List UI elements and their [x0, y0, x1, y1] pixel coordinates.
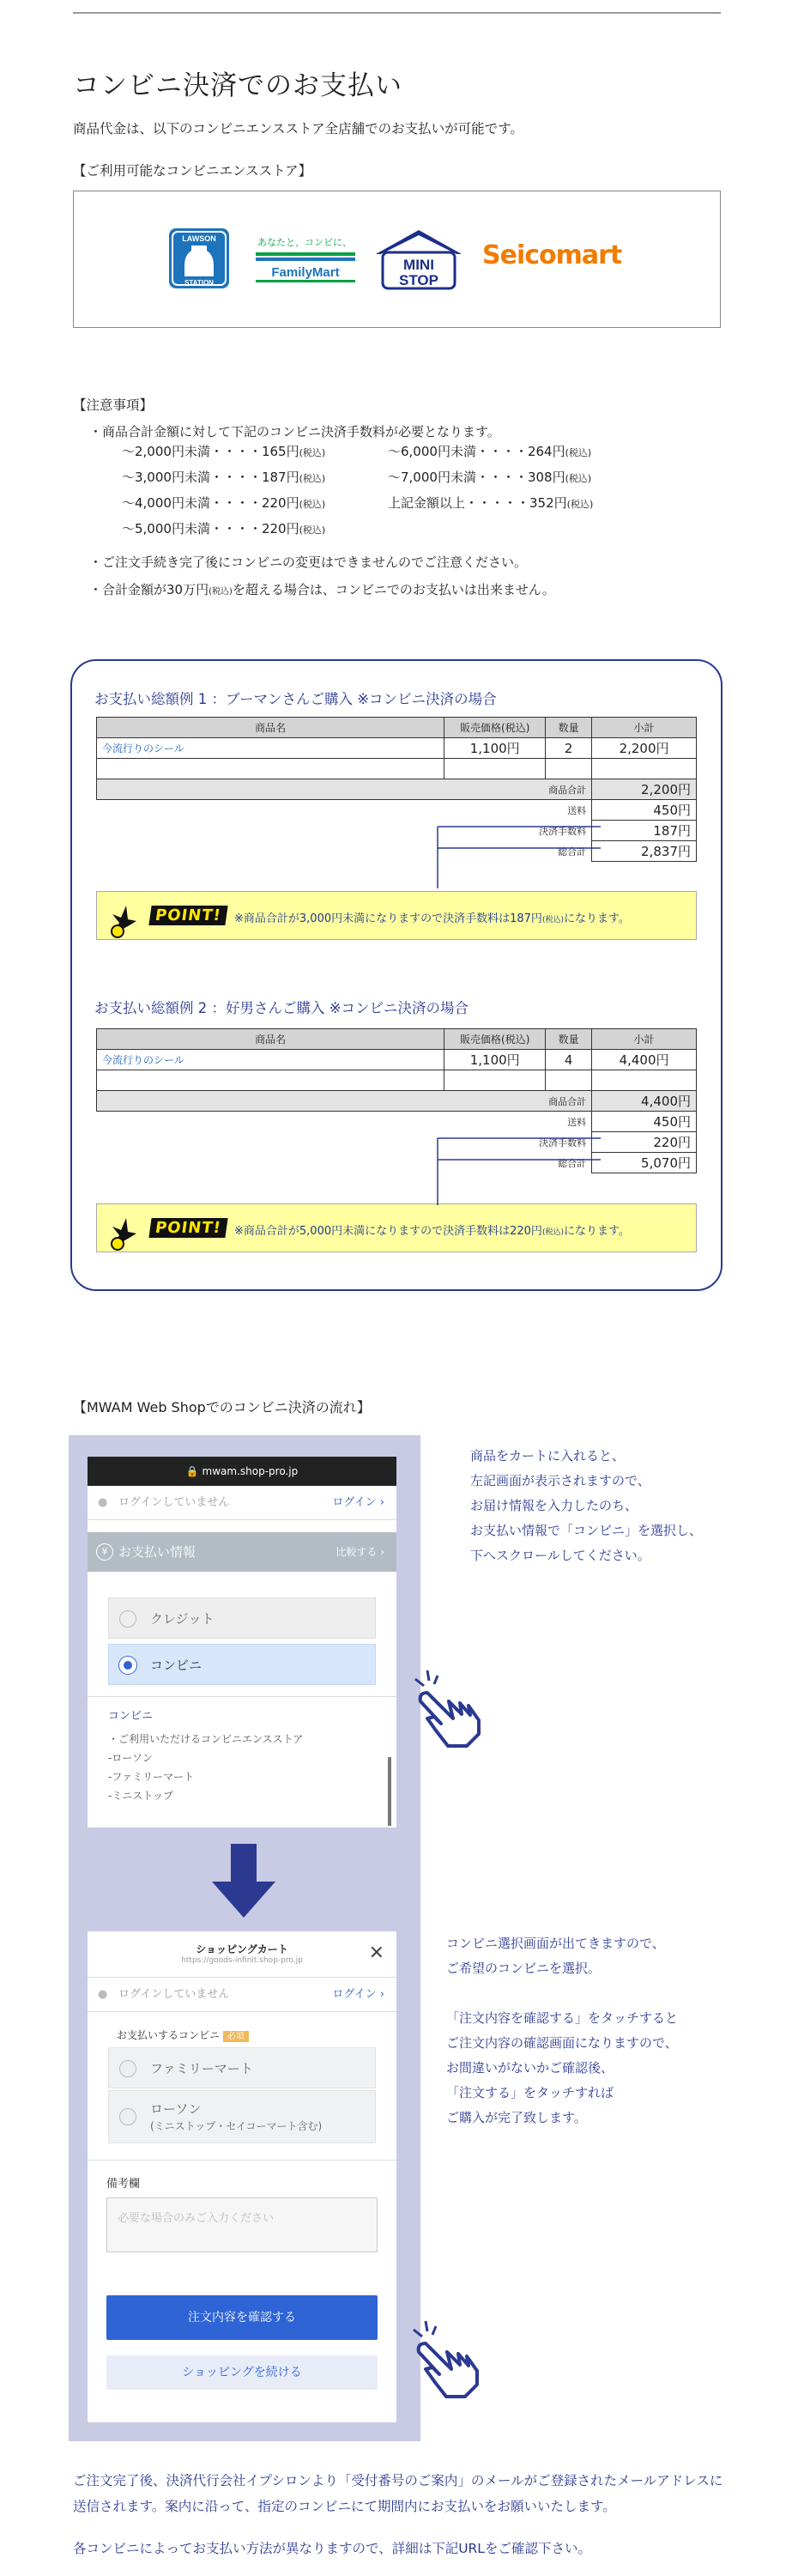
- notes-line-2: ・ご注文手続き完了後にコンビニの変更はできませんのでご注意ください。: [89, 555, 528, 570]
- scrollbar[interactable]: [388, 1757, 391, 1826]
- fee-row: ～4,000円未満・・・・220円(税込): [122, 495, 326, 511]
- cart-header: ショッピングカート https://goods-infinit.shop-pro.jp ×: [88, 1931, 396, 1978]
- fee-row: ～5,000円未満・・・・220円(税込): [122, 521, 326, 536]
- stores-heading: 【ご利用可能なコンビニエンスストア】: [73, 163, 312, 179]
- lawson-bottom: STATION: [184, 279, 214, 287]
- login-row: ● ログインしていません ログイン ›: [88, 1486, 396, 1520]
- example-1-table: 商品名 販売価格(税込) 数量 小計 今流行りのシール 1,100円 2 2,200円 商品合計 2,200円 送料 450円 決済手数料 187円 総合計 2,837円: [96, 717, 697, 862]
- user-icon: ●: [98, 1496, 108, 1509]
- example-1-title: お支払い総額例 1 ：ブーマンさんご購入 ※コンビニ決済の場合: [94, 691, 497, 707]
- footer-text-1: ご注文完了後、決済代行会社イプシロンより「受付番号のご案内」のメールがご登録されたメールアドレスに送信されます。案内に沿って、指定のコンビニにて期間内にお支払いをお願いいたします。: [73, 2473, 723, 2514]
- login-link[interactable]: ログイン ›: [332, 1988, 384, 2001]
- familymart-logo: [254, 233, 357, 285]
- fee-row: ～2,000円未満・・・・165円(税込): [122, 444, 326, 459]
- yen-icon: ¥: [96, 1543, 113, 1561]
- convenience-info: コンビニ ・ご利用いただけるコンビニエンスストア -ローソン -ファミリーマート -ミニストップ: [108, 1710, 304, 1802]
- top-divider: [73, 12, 721, 14]
- ms-bottom: STOP: [399, 272, 438, 288]
- tap-hand-icon: [410, 1667, 492, 1749]
- fee-bracket-lines: [429, 820, 609, 914]
- option-lawson[interactable]: ローソン (ミニストップ・セイコーマート含む): [108, 2090, 376, 2143]
- table-row: 今流行りのシール 1,100円 4 4,400円: [97, 1050, 697, 1070]
- select-label: お支払いするコンビニ 必須: [88, 2027, 396, 2042]
- memo-label: 備考欄: [106, 2178, 141, 2191]
- page-title: コンビニ決済でのお支払い: [73, 70, 402, 101]
- fm-name: FamilyMart: [271, 265, 340, 280]
- lawson-logo: [166, 225, 233, 292]
- point-text: ※商品合計が5,000円未満になりますので決済手数料は220円(税込)になります。: [234, 1225, 630, 1238]
- example-2-title: お支払い総額例 2 ：好男さんご購入 ※コンビニ決済の場合: [94, 1000, 469, 1016]
- fee-row: ～6,000円未満・・・・264円(税込): [388, 444, 592, 459]
- phone-screen-1: [88, 1457, 396, 1827]
- fee-bracket-lines: [429, 1131, 609, 1226]
- user-icon: ●: [98, 1988, 108, 2001]
- pointing-hand-icon: [102, 1209, 145, 1252]
- flow-heading: 【MWAM Web Shopでのコンビニ決済の流れ】: [73, 1399, 371, 1415]
- fee-list-left: [122, 439, 325, 542]
- arrow-down-icon: [210, 1844, 277, 1919]
- close-icon[interactable]: ×: [368, 1942, 384, 1963]
- lead-text: 商品代金は、以下のコンビニエンスストア全店舗でのお支払いが可能です。: [73, 121, 523, 136]
- fee-list-right: [388, 439, 593, 517]
- point-badge: POINT!: [148, 906, 227, 925]
- tap-hand-icon: [408, 2318, 490, 2399]
- phone-screen-2: [88, 1931, 396, 2422]
- notes-heading: 【注意事項】: [73, 397, 154, 413]
- flow-text-2: コンビニ選択画面が出てきますので、 ご希望のコンビニを選択。 「注文内容を確認する」をタッチすると ご注文内容の確認画面になりますので、 お間違いがないかご確認後、 「注文する」をタッチすれば ご購入が完了致します。: [446, 1936, 679, 2125]
- payment-section-header[interactable]: ¥ お支払い情報 比較する ›: [88, 1532, 396, 1572]
- ms-top: MINI: [403, 257, 434, 273]
- url-bar: 🔒 mwam.shop-pro.jp: [88, 1457, 396, 1486]
- continue-shopping-button[interactable]: ショッピングを続ける: [106, 2355, 378, 2390]
- fee-row: ～7,000円未満・・・・308円(税込): [388, 470, 592, 485]
- example-2-table: 商品名 販売価格(税込) 数量 小計 今流行りのシール 1,100円 4 4,400円 商品合計 4,400円 送料 450円 決済手数料 220円 総合計 5,070円: [96, 1028, 697, 1173]
- required-badge: 必須: [223, 2031, 249, 2042]
- point-badge: POINT!: [148, 1218, 227, 1238]
- flow-text-1: 商品をカートに入れると、 左記画面が表示されますので、 お届け情報を入力したのち、 お支払い情報で「コンビニ」を選択し、 下へスクロールしてください。: [470, 1448, 703, 1563]
- point-text: ※商品合計が3,000円未満になりますので決済手数料は187円(税込)になります。: [234, 912, 630, 925]
- fm-tagline: あなたと、コンビに、: [257, 237, 352, 248]
- login-link[interactable]: ログイン ›: [332, 1496, 384, 1509]
- seicomart-logo: Seicomart: [482, 240, 622, 270]
- pointing-hand-icon: [102, 897, 145, 940]
- option-familymart[interactable]: ファミリーマート: [108, 2047, 376, 2088]
- login-row: ● ログインしていません ログイン ›: [88, 1978, 396, 2012]
- ministop-logo: [374, 228, 463, 290]
- lawson-top: LAWSON: [182, 234, 216, 243]
- option-convenience[interactable]: コンビニ: [108, 1644, 376, 1685]
- memo-field[interactable]: 必要な場合のみご入力ください: [106, 2197, 378, 2252]
- notes-line-1: ・商品合計金額に対して下記のコンビニ決済手数料が必要となります。: [89, 424, 500, 439]
- confirm-order-button[interactable]: 注文内容を確認する: [106, 2295, 378, 2340]
- fee-row: ～3,000円未満・・・・187円(税込): [122, 470, 326, 485]
- notes-line-3: ・合計金額が30万円(税込)を超える場合は、コンビニでのお支払いは出来ません。: [89, 582, 555, 597]
- fee-row: 上記金額以上・・・・・352円(税込): [388, 495, 594, 511]
- option-credit[interactable]: クレジット: [108, 1597, 376, 1639]
- footer-text-2: 各コンビニによってお支払い方法が異なりますので、詳細は下記URLをご確認下さい。: [73, 2541, 591, 2556]
- table-row: 今流行りのシール 1,100円 2 2,200円: [97, 738, 697, 759]
